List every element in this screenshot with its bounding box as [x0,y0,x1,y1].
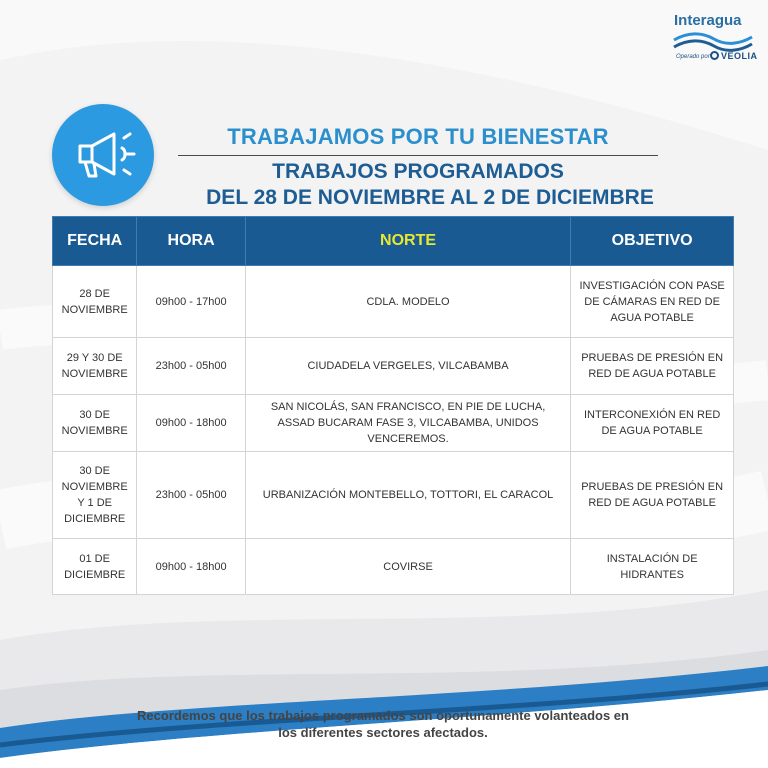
cell-sector: URBANIZACIÓN MONTEBELLO, TOTTORI, EL CARACOL [245,452,570,539]
header-sector: NORTE [245,217,570,266]
cell-objetivo: INSTALACIÓN DE HIDRANTES [571,539,734,595]
page-subtitle-line2: DEL 28 DE NOVIEMBRE AL 2 DE DICIEMBRE [206,186,654,209]
table-row [53,452,734,539]
veolia-mark-icon [710,51,719,60]
cell-fecha: 28 DE NOVIEMBRE [53,266,137,338]
table-header-row [53,217,734,266]
table-row [53,539,734,595]
logo-name: Interagua [674,12,742,29]
operated-by-label: Operado por [676,54,710,60]
cell-objetivo: INTERCONEXIÓN EN RED DE AGUA POTABLE [571,395,734,452]
cell-hora: 23h00 - 05h00 [137,452,245,539]
cell-hora: 09h00 - 18h00 [137,539,245,595]
page-title: TRABAJAMOS POR TU BIENESTAR [227,124,609,149]
header-objetivo: OBJETIVO [571,217,734,266]
cell-fecha: 01 DE DICIEMBRE [53,539,137,595]
cell-objetivo: PRUEBAS DE PRESIÓN EN RED DE AGUA POTABLE [571,338,734,395]
footer-note: Recordemos que los trabajos programados son oportunamente volanteados en los diferentes sectores afectados. [137,708,629,740]
veolia-logo [710,51,758,61]
schedule-table [52,216,734,595]
veolia-name: VEOLIA [721,51,758,61]
header-fecha: FECHA [53,217,137,266]
table-row [53,266,734,338]
table-row [53,395,734,452]
cell-fecha: 30 DE NOVIEMBRE [53,395,137,452]
cell-sector: SAN NICOLÁS, SAN FRANCISCO, EN PIE DE LUCHA, ASSAD BUCARAM FASE 3, VILCABAMBA, UNIDOS VENCEREMOS. [245,395,570,452]
cell-fecha: 29 Y 30 DE NOVIEMBRE [53,338,137,395]
cell-sector: COVIRSE [245,539,570,595]
cell-hora: 23h00 - 05h00 [137,338,245,395]
cell-sector: CDLA. MODELO [245,266,570,338]
cell-sector: CIUDADELA VERGELES, VILCABAMBA [245,338,570,395]
table-row [53,338,734,395]
title-divider [178,155,658,156]
header-hora: HORA [137,217,245,266]
page-subtitle-line1: TRABAJOS PROGRAMADOS [272,160,564,183]
cell-hora: 09h00 - 18h00 [137,395,245,452]
interagua-logo [672,10,756,68]
cell-fecha: 30 DE NOVIEMBRE Y 1 DE DICIEMBRE [53,452,137,539]
cell-objetivo: INVESTIGACIÓN CON PASE DE CÁMARAS EN RED DE AGUA POTABLE [571,266,734,338]
cell-hora: 09h00 - 17h00 [137,266,245,338]
cell-objetivo: PRUEBAS DE PRESIÓN EN RED DE AGUA POTABLE [571,452,734,539]
megaphone-icon [52,104,154,206]
megaphone-badge [52,104,154,206]
